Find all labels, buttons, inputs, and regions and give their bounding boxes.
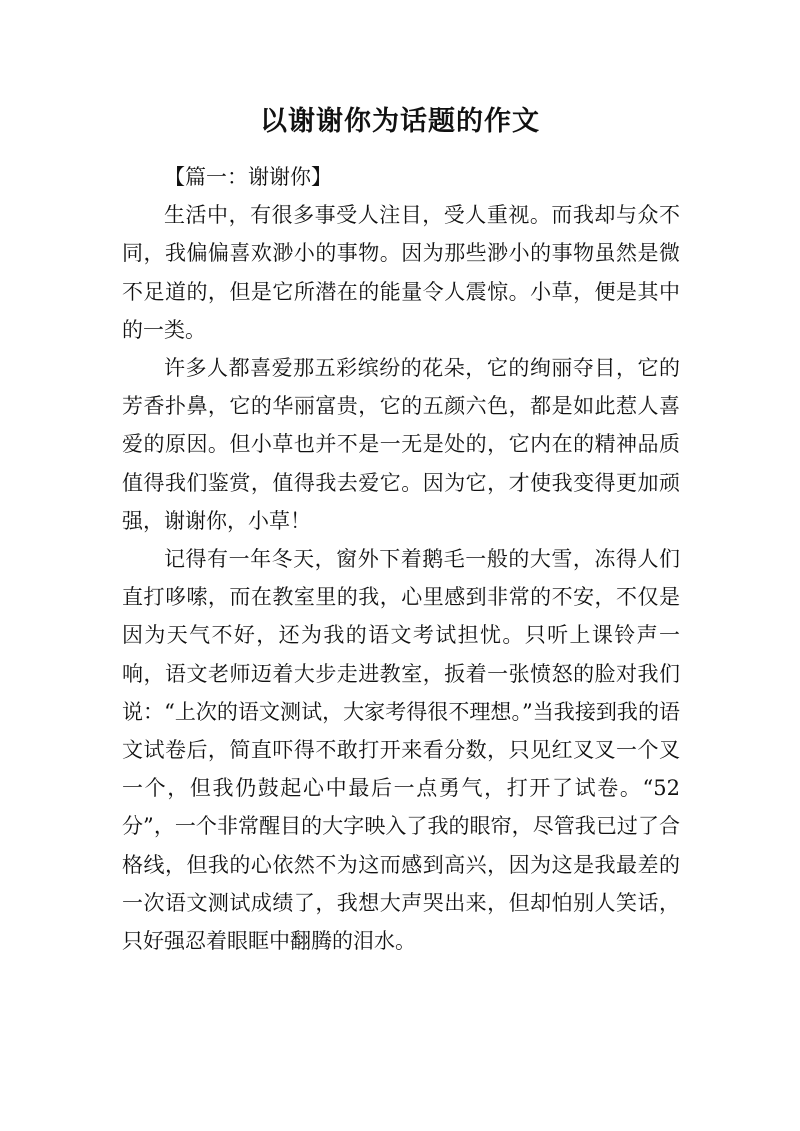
document-title: 以谢谢你为话题的作文 bbox=[260, 106, 540, 137]
paragraph-3: 记得有一年冬天，窗外下着鹅毛一般的大雪，冻得人们直打哆嗦，而在教室里的我，心里感到非常的不安，不仅是因为天气不好，还为我的语文考试担忧。只听上课铃声一响，语文老师迈着大步走进教室，扳着一张愤怒的脸对我们说：“上次的语文测试，大家考得很不理想。”当我接到我的语文试卷后，简直吓得不敢打开来看分数，只见红叉叉一个叉一个，但我仍鼓起心中最后一点勇气，打开了试卷。“52分”，一个非常醒目的大字映入了我的眼帘，尽管我已过了合格线，但我的心依然不为这而感到高兴，因为这是我最差的一次语文测试成绩了，我想大声哭出来，但却怕别人笑话，只好强忍着眼眶中翻腾的泪水。 bbox=[122, 547, 680, 954]
document-body bbox=[122, 158, 680, 960]
paragraph-1: 生活中，有很多事受人注目，受人重视。而我却与众不同，我偏偏喜欢渺小的事物。因为那些渺小的事物虽然是微不足道的，但是它所潜在的能量令人震惊。小草，便是其中的一类。 bbox=[122, 203, 680, 342]
paragraph-2: 许多人都喜爱那五彩缤纷的花朵，它的绚丽夺目，它的芳香扑鼻，它的华丽富贵，它的五颜六色，都是如此惹人喜爱的原因。但小草也并不是一无是处的，它内在的精神品质值得我们鉴赏，值得我去爱它。因为它，才使我变得更加顽强，谢谢你，小草！ bbox=[122, 356, 680, 533]
section-heading: 【篇一：谢谢你】 bbox=[164, 165, 332, 189]
